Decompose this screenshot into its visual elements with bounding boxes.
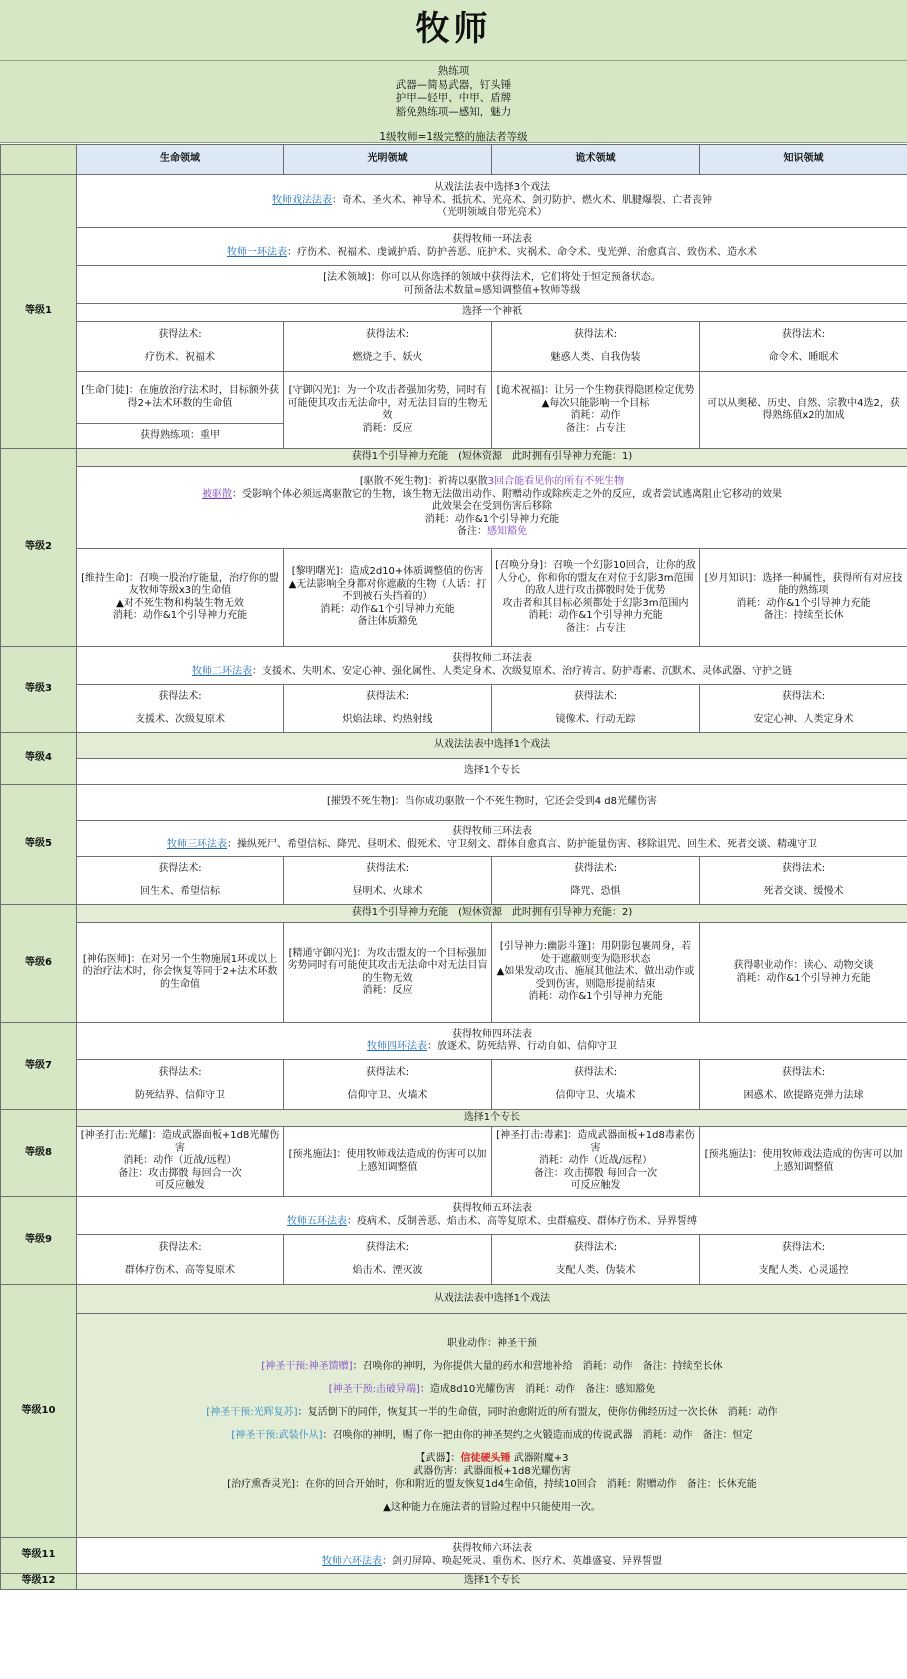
l2-light-feature: [284, 549, 492, 647]
feature-text: 可以从奥秘、历史、自然、宗教中4选2，获得熟练值x2的加成: [707, 397, 900, 421]
intervention-text: ：召唤你的神明，为你提供大量的药水和营地补给 消耗：动作 备注：持续至长休: [352, 1361, 723, 1372]
spell-list: 焰击术、湮灭波: [352, 1264, 423, 1276]
spell-list: 回生术、希望信标: [140, 885, 220, 897]
feature-cost: 消耗：动作&1个引导神力充能: [736, 972, 871, 984]
l11-table-title: 获得牧师六环法表: [452, 1543, 532, 1554]
header-light-domain: 光明领域: [284, 145, 492, 175]
gain-label: 获得法术:: [365, 863, 410, 874]
feature-note: ▲无法影响全身都对你遮蔽的生物（人话：打不到被石头挡着的）: [288, 578, 487, 603]
spell-list: 昼明术、火球术: [352, 885, 423, 897]
fifth-circle-table-link[interactable]: 牧师五环法表: [287, 1215, 347, 1227]
spell-list: 死者交谈、缓慢术: [763, 885, 844, 897]
feature-cost: 消耗：动作（近战/远程）: [538, 1155, 653, 1167]
l5-table-list: ：操纵死尸、希望信标、降咒、昼明术、假死术、守卫刻文、群体自愈真言、防护能量伤害、移除诅咒、回生术、死者交谈、精魂守卫: [227, 838, 817, 850]
feature-text: [维持生命]：召唤一股治疗能量，治疗你的盟友牧师等级x3的生命值: [81, 572, 279, 596]
l2-know-feature: [700, 549, 907, 647]
page-title: 牧师: [0, 0, 907, 61]
feature-note: ▲对不死生物和构装生物无效: [116, 597, 244, 609]
l2-channel-divinity: 获得1个引导神力充能 (短休资源 此时拥有引导神力充能：1): [77, 449, 907, 467]
feature-note: 攻击者和其目标必须都处于幻影3m范围内: [502, 597, 689, 609]
l1-trick-spells: [492, 322, 700, 372]
gain-label: 获得法术:: [573, 691, 618, 702]
weapon-proficiency: 武器—简易武器，钉头锤: [395, 78, 512, 91]
feature-note: ▲如果发动攻击、施展其他法术、做出动作或受到伤害，则隐形提前结束: [496, 966, 695, 990]
domain-spells-count: 可预备法术数量=感知调整值+牧师等级: [403, 284, 581, 296]
gain-label: 获得法术:: [158, 329, 202, 340]
gain-label: 获得法术:: [781, 1067, 826, 1078]
feature-cost: 消耗：动作&1个引导神力充能: [528, 991, 663, 1003]
gain-label: 获得法术:: [365, 691, 410, 702]
feature-text: [引导神力:幽影斗篷]：用阴影包裹周身，若处于遮蔽则变为隐形状态: [499, 941, 692, 965]
turned-link[interactable]: 被驱散: [202, 488, 232, 500]
l9-trick-spells: [492, 1235, 700, 1285]
l3-trick-spells: [492, 685, 700, 733]
gain-label: 获得法术:: [573, 863, 618, 874]
feature-text: [神圣打击:毒素]：造成武器面板+1d8毒素伤害: [496, 1130, 695, 1154]
gain-label: 获得法术:: [781, 329, 826, 340]
spell-list: 支配人类、伪装术: [555, 1264, 636, 1276]
l8-feat: 选择1个专长: [77, 1110, 907, 1127]
l1-trick-feature: [492, 372, 700, 449]
l1-cantrip-note: （光明领域自带光亮术）: [437, 207, 547, 219]
healing-incense: [治疗熏香灵光]：在你的回合开始时，你和附近的盟友恢复1d4生命值，持续10回合 消耗：附赠动作 备注：长休充能: [227, 1479, 757, 1490]
turn-undead-highlight: 3回合能看见你的所有不死生物: [487, 476, 625, 488]
gain-label: 获得法术:: [365, 1242, 410, 1253]
feature-remark: 备注：持续至长休: [763, 610, 844, 621]
l7-spell-table-row: [77, 1023, 907, 1060]
level-6-label: 等级6: [1, 905, 77, 1023]
feature-remark: 备注体质豁免: [357, 616, 418, 628]
feature-note: ▲每次只能影响一个目标: [541, 397, 650, 409]
l6-life-feature: [77, 923, 284, 1023]
l3-table-title: 获得牧师二环法表: [452, 653, 532, 664]
feature-note: 可反应触发: [570, 1180, 621, 1192]
l2-turn-undead-row: [77, 467, 907, 549]
weapon-label: 【武器】：: [415, 1453, 461, 1464]
divine-intervention-title: 职业动作：神圣干预: [447, 1338, 537, 1349]
l11-spell-table-row: [77, 1538, 907, 1574]
feature-text: [预兆施法]：使用牧师戏法造成的伤害可以加上感知调整值: [704, 1149, 903, 1173]
weapon-name: 信徒硬头锤: [460, 1453, 511, 1464]
feature-cost: 消耗：动作&1个引导神力充能: [736, 597, 871, 609]
l5-spell-table-row: [77, 821, 907, 857]
header-knowledge-domain: 知识领域: [700, 145, 907, 175]
l7-light-spells: [284, 1060, 492, 1110]
l1-light-feature: [284, 372, 492, 449]
l3-light-spells: [284, 685, 492, 733]
l5-light-spells: [284, 857, 492, 905]
save-proficiency: 豁免熟练项—感知，魅力: [395, 105, 512, 118]
intervention-tag: [神圣干预:武装仆从]: [231, 1430, 323, 1441]
l1-domain-spells-row: [77, 266, 907, 304]
l7-life-spells: [77, 1060, 284, 1110]
l6-trick-feature: [492, 923, 700, 1023]
l2-life-feature: [77, 549, 284, 647]
l5-trick-spells: [492, 857, 700, 905]
level-11-label: 等级11: [1, 1538, 77, 1574]
spell-list: 炽焰法球、灼热射线: [342, 713, 433, 725]
intervention-tag: [神圣干预:神圣馈赠]: [261, 1361, 353, 1372]
feature-text: [精通守御闪光]：为攻击盟友的一个目标强加劣势同时有可能使其攻击无法命中对无法目盲的生物无效: [287, 947, 488, 984]
intervention-tag: [神圣干预:光辉复苏]: [206, 1407, 298, 1418]
weapon-enchant: 武器附魔+3: [510, 1453, 569, 1464]
first-circle-table-link[interactable]: 牧师一环法表: [227, 246, 287, 258]
feature-note: 可反应触发: [155, 1180, 205, 1192]
l10-divine-intervention: [77, 1314, 907, 1538]
l9-life-spells: [77, 1235, 284, 1285]
l8-life-feature: [77, 1127, 284, 1197]
feature-text: 获得职业动作：读心、动物交谈: [733, 960, 874, 971]
level-4-label: 等级4: [1, 733, 77, 785]
l1-life-spells: [77, 322, 284, 372]
l1-table-list: ：疗伤术、祝福术、虔诚护盾、防护善恶、庇护术、灾祸术、命令术、曳光弹、治愈真言、致伤术、造水术: [287, 246, 757, 258]
level-9-label: 等级9: [1, 1197, 77, 1285]
l4-feat: 选择1个专长: [77, 759, 907, 785]
l8-know-feature: [700, 1127, 907, 1197]
l3-spell-table-row: [77, 647, 907, 685]
third-circle-table-link[interactable]: 牧师三环法表: [167, 838, 227, 850]
cantrip-table-link[interactable]: 牧师戏法法表: [272, 194, 332, 206]
l1-life-heavy-armor: 获得熟练项：重甲: [77, 424, 284, 449]
feature-remark: 备注：占专注: [565, 422, 626, 434]
spell-list: 魅惑人类、自我伪装: [550, 351, 641, 363]
gain-label: 获得法术:: [158, 863, 202, 874]
feature-cost: 消耗：动作（近战/远程）: [123, 1155, 237, 1167]
intervention-text: ：复活倒下的同伴，恢复其一半的生命值，同时治愈附近的所有盟友，使你仿佛经历过一次长休 消耗：动作: [297, 1407, 778, 1418]
feature-text: [召唤分身]：召唤一个幻影10回合，让你的敌人分心，你和你的盟友在对位于幻影3m范围的敌人进行攻击掷骰时处于优势: [495, 560, 696, 596]
spell-list: 命令术、睡眠术: [768, 351, 839, 363]
level-2-label: 等级2: [1, 449, 77, 647]
weapon-damage: 武器伤害：武器面板+1d8光耀伤害: [413, 1466, 571, 1477]
gain-label: 获得法术:: [573, 1067, 618, 1078]
feature-remark: 备注：攻击掷骰 每回合一次: [533, 1167, 658, 1179]
l7-trick-spells: [492, 1060, 700, 1110]
l3-life-spells: [77, 685, 284, 733]
l9-table-title: 获得牧师五环法表: [452, 1203, 532, 1214]
intervention-tag: [神圣干预:击破异端]: [328, 1384, 420, 1395]
gain-label: 获得法术:: [158, 691, 202, 702]
level-12-label: 等级12: [1, 1574, 77, 1590]
gain-label: 获得法术:: [781, 863, 826, 874]
feature-text: [岁月知识]：选择一种属性，获得所有对应技能的熟练项: [704, 572, 903, 596]
l9-spell-table-row: [77, 1197, 907, 1235]
turn-undead-text: [驱散不死生物]：祈祷以驱散: [359, 476, 488, 488]
gain-label: 获得法术:: [365, 1067, 410, 1078]
turned-end: 此效果会在受到伤害后移除: [432, 501, 552, 513]
spell-list: 群体疗伤术、高等复原术: [125, 1264, 235, 1276]
feature-cost: 消耗：反应: [362, 422, 413, 434]
spell-list: 疗伤术、祝福术: [145, 351, 215, 363]
feature-cost: 消耗：动作&1个引导神力充能: [112, 610, 248, 621]
l7-know-spells: [700, 1060, 907, 1110]
sixth-circle-table-link[interactable]: 牧师六环法表: [322, 1555, 382, 1567]
level-3-label: 等级3: [1, 647, 77, 733]
feature-remark: 备注：攻击掷骰 每回合一次: [118, 1167, 242, 1179]
l11-table-list: ：剑刃屏障、唤起死灵、重伤术、医疗术、英雄盛宴、异界誓盟: [382, 1555, 662, 1567]
l5-life-spells: [77, 857, 284, 905]
l6-light-feature: [284, 923, 492, 1023]
header-trickery-domain: 诡术领域: [492, 145, 700, 175]
level-table: [0, 144, 907, 1590]
l1-know-spells: [700, 322, 907, 372]
caster-level-note: 1级牧师=1级完整的施法者等级: [379, 131, 528, 143]
armor-proficiency: 护甲—轻甲、中甲、盾牌: [395, 92, 512, 104]
feature-text: [预兆施法]：使用牧师戏法造成的伤害可以加上感知调整值: [288, 1149, 487, 1173]
l1-light-spells: [284, 322, 492, 372]
l1-spell-table-row: [77, 228, 907, 266]
l3-know-spells: [700, 685, 907, 733]
spell-list: 信仰守卫、火墙术: [347, 1089, 428, 1101]
spell-list: 支援术、次级复原术: [135, 713, 225, 725]
spell-list: 支配人类、心灵遥控: [758, 1264, 849, 1276]
domain-spells-text: [法术领域]：你可以从你选择的领域中获得法术，它们将处于恒定预备状态。: [323, 272, 661, 283]
level-1-label: 等级1: [1, 175, 77, 449]
gain-label: 获得法术:: [573, 1242, 618, 1253]
turned-effect: ：受影响个体必须远离驱散它的生物，该生物无法做出动作、附赠动作或除疾走之外的反应，或者尝试逃离阻止它移动的效果: [232, 488, 782, 500]
l8-trick-feature: [492, 1127, 700, 1197]
l8-light-feature: [284, 1127, 492, 1197]
header-life-domain: 生命领域: [77, 145, 284, 175]
l5-destroy-undead: [摧毁不死生物]：当你成功驱散一个不死生物时，它还会受到4 d8光耀伤害: [77, 785, 907, 821]
level-7-label: 等级7: [1, 1023, 77, 1110]
spell-list: 困惑术、欧提路克弹力法球: [743, 1089, 864, 1101]
level-5-label: 等级5: [1, 785, 77, 905]
feature-cost: 消耗：动作&1个引导神力充能: [320, 603, 455, 615]
feature-text: [守御闪光]：为一个攻击者强加劣势，同时有可能使其攻击无法命中，对无法目盲的生物无效: [287, 385, 488, 421]
l1-life-feature: [77, 372, 284, 424]
level-10-label: 等级10: [1, 1285, 77, 1538]
l5-know-spells: [700, 857, 907, 905]
l7-table-title: 获得牧师四环法表: [452, 1028, 532, 1040]
spell-list: 安定心神、人类定身术: [753, 713, 854, 725]
feature-remark: 备注：占专注: [565, 622, 626, 634]
spell-list: 防死结界、信仰守卫: [135, 1089, 225, 1101]
spell-list: 燃烧之手、妖火: [352, 351, 423, 363]
turned-remark: 备注：: [457, 526, 487, 538]
feature-text: [诡术祝福]：让另一个生物获得隐匿检定优势: [496, 385, 695, 396]
spell-list: 降咒、恐惧: [570, 885, 621, 897]
gain-label: 获得法术:: [365, 329, 410, 340]
l5-table-title: 获得牧师三环法表: [452, 826, 532, 837]
feature-cost: 消耗：动作&1个引导神力充能: [528, 610, 663, 621]
l1-table-title: 获得牧师一环法表: [452, 234, 532, 245]
l6-channel-divinity: 获得1个引导神力充能 (短休资源 此时拥有引导神力充能：2): [77, 905, 907, 923]
l7-table-list: ：放逐术、防死结界、行动自如、信仰守卫: [427, 1041, 617, 1052]
turned-cost: 消耗：动作&1个引导神力充能: [424, 513, 560, 525]
l1-cantrip-row: [77, 175, 907, 228]
once-per-adventure-note: ▲这种能力在施法者的冒险过程中只能使用一次。: [383, 1502, 601, 1513]
l10-cantrip: 从戏法法表中选择1个戏法: [77, 1285, 907, 1314]
l1-know-feature: [700, 372, 907, 449]
l6-know-feature: [700, 923, 907, 1023]
l9-table-list: ：疫病术、反制善恶、焰击术、高等复原术、虫群瘟疫、群体疗伤术、异界誓缚: [347, 1215, 697, 1227]
feature-cost: 消耗：反应: [362, 985, 413, 996]
proficiency-block: [0, 61, 907, 143]
l2-trick-feature: [492, 549, 700, 647]
intervention-text: ：造成8d10光耀伤害 消耗：动作 备注：感知豁免: [419, 1384, 656, 1395]
l9-know-spells: [700, 1235, 907, 1285]
l1-choose-deity: 选择一个神祇: [77, 304, 907, 322]
l1-cantrip-list: ：奇术、圣火术、神导术、抵抗术、光亮术、剑刃防护、燃火术、肌腱爆裂、亡者丧钟: [332, 194, 712, 206]
spell-list: 镜像术、行动无踪: [555, 713, 636, 725]
l3-table-list: ：支援术、失明术、安定心神、强化属性、人类定身术、次级复原术、治疗祷言、防护毒素、沉默术、灵体武器、守护之链: [252, 665, 792, 677]
l9-light-spells: [284, 1235, 492, 1285]
feature-text: [黎明曙光]：造成2d10+体质调整值的伤害: [291, 566, 484, 578]
fourth-circle-table-link[interactable]: 牧师四环法表: [367, 1041, 427, 1052]
gain-label: 获得法术:: [573, 329, 618, 340]
second-circle-table-link[interactable]: 牧师二环法表: [192, 665, 252, 677]
level-8-label: 等级8: [1, 1110, 77, 1197]
feature-cost: 消耗：动作: [570, 410, 621, 421]
intervention-text: ：召唤你的神明，赐了你一把由你的神圣契约之火锻造而成的传说武器 消耗：动作 备注：恒定: [322, 1430, 753, 1441]
gain-label: 获得法术:: [781, 1242, 826, 1253]
l1-cantrip-title: 从戏法法表中选择3个戏法: [433, 182, 551, 194]
gain-label: 获得法术:: [781, 691, 826, 702]
gain-label: 获得法术:: [158, 1067, 202, 1078]
turned-save: 感知豁免: [487, 526, 527, 538]
corner-cell: [1, 145, 77, 175]
spell-list: 信仰守卫、火墙术: [555, 1089, 636, 1101]
l4-cantrip: 从戏法法表中选择1个戏法: [77, 733, 907, 759]
l12-feat: 选择1个专长: [77, 1574, 907, 1590]
disciple-of-life: [生命门徒]：在施放治疗法术时，目标额外获得2+法术环数的生命值: [81, 385, 279, 409]
feature-text: [神佑医师]：在对另一个生物施展1环或以上的治疗法术时，你会恢复等同于2+法术环数的生命值: [82, 953, 278, 990]
gain-label: 获得法术:: [158, 1242, 202, 1253]
proficiency-heading: 熟练项: [437, 65, 470, 77]
feature-text: [神圣打击:光耀]：造成武器面板+1d8光耀伤害: [80, 1130, 280, 1154]
